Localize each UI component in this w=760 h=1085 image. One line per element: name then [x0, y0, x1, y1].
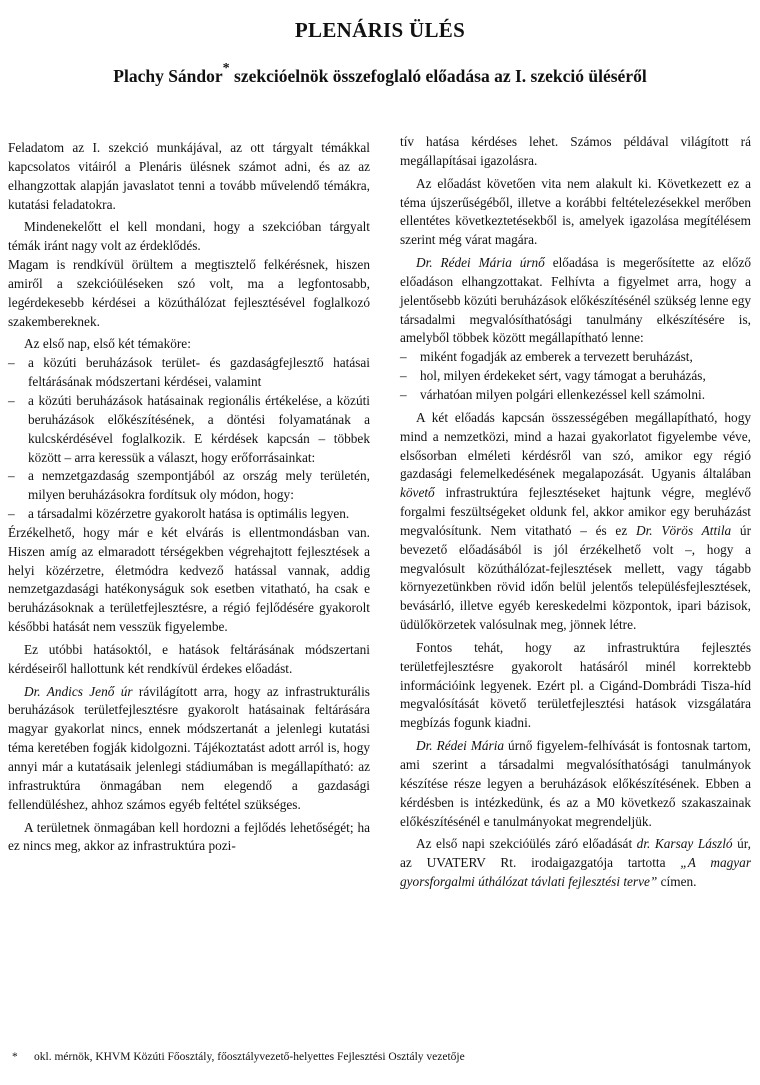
paragraph-text: Az első napi szekcióülés záró előadását: [416, 836, 637, 852]
page-title: PLENÁRIS ÜLÉS: [294, 18, 466, 42]
lecture-title: „A magyar gyorsforgalmi úthálózat távlati fejlesztési terve”: [400, 855, 751, 890]
speaker-name: Dr. Rédei Mária: [416, 738, 505, 754]
paragraph: [400, 254, 751, 348]
subtitle-text: szekcióelnök összefoglaló előadása az I. szekció üléséről: [229, 65, 647, 86]
list-item-text: várhatóan milyen polgári ellenkezéssel kell számolni.: [420, 386, 706, 402]
dash-bullet: –: [400, 368, 407, 384]
list-item: [8, 354, 370, 392]
paragraph: Ez utóbbi hatásoktól, e hatások feltárásának módszertani kérdéseiről hallottunk két rendkívül érdekes előadást.: [8, 641, 370, 676]
paragraph: A területnek önmagában kell hordozni a fejlődés lehetőségét; ha ez nincs meg, akkor az infrastruktúra pozi-: [8, 819, 370, 854]
paragraph: Az első nap, első két témaköre:: [24, 336, 191, 352]
paragraph-text: címen.: [657, 874, 697, 890]
paragraph: Feladatom az I. szekció munkájával, az ott tárgyalt témákkal kapcsolatos vitáiról a Plenáris ülésnek számot adni, és az az elhangzottak alapján javaslatot tenni a tovább művelendő témákra, kutatási feladatokra.: [8, 140, 370, 212]
paragraph-text: előadása is megerősítette az előző előadáson elhangzottakat. Felhívta a figyelmet arra, hogy a jelentősebb közúti beruházások előkészítésénél szükség lenne egy társadalmi megvalósíthatósági tanulmány elkészítésére is, amelyből többek között megállapítható lenne:: [400, 255, 751, 346]
list-item: [400, 348, 751, 367]
dash-bullet: –: [8, 468, 15, 484]
list-item-text: a nemzetgazdaság szempontjából az ország mely területén, milyen beruházásokra fordítsuk oly módon, hogy:: [28, 468, 370, 503]
list-item-text: a közúti beruházások terület- és gazdaságfejlesztő hatásai feltárásának módszertani kérdései, valamint: [28, 355, 370, 390]
left-column: [8, 139, 370, 856]
speaker-name: Dr. Andics Jenő úr: [24, 683, 133, 699]
paragraph: Az előadást követően vita nem alakult ki. Következett ez a téma újszerűségéből, illetve a korábbi feltételezésekkel merőben ellentétes következtetésekből is, amelyek igazolása megítélésem szerint még várat magára.: [400, 175, 751, 248]
emphasis-text: követő: [400, 485, 435, 501]
footnote-text: okl. mérnök, KHVM Közúti Főosztály, főosztályvezető-helyettes Fejlesztési Osztály vezetője: [34, 1051, 465, 1063]
list-item: [400, 367, 751, 386]
paragraph: Érzékelhető, hogy már e két elvárás is ellentmondásban van. Hiszen amíg az elmaradott térségekben végrehajtott fejlesztések a helyi közérzetre, életmódra kedvező hatással vannak, addig nemzetgazdasági hatékonyságuk sok esetben vitatható, ha csak e beruházásoknak a területfejlesztésre, a régió fejlődésére gyakorolt későbbi hatását nem vesszük figyelembe.: [8, 524, 370, 635]
paragraph-text: úr bevezető előadásából is jól érzékelhető volt –, hogy a megvalósult közúthálózat-fejlesztések mellett, vagy tágabb környezetünkben rövid időn belül jelentős településfejlesztések, bevásárló, illetve egyéb kereskedelmi központok, ipari bázisok, üdülőkörzetek valósulnak meg, jönnek létre.: [400, 522, 752, 633]
dash-bullet: –: [8, 392, 15, 408]
footnote-marker: *: [222, 61, 230, 76]
footnote: [12, 1051, 752, 1063]
dash-bullet: –: [8, 506, 15, 522]
author-name: Plachy Sándor: [113, 65, 223, 86]
paragraph: Fontos tehát, hogy az infrastruktúra fejlesztés területfejlesztésre gyakorolt hatásáról minél korrektebb információink legyenek. Ezért pl. a Cigánd-Dombrádi Tisza-híd megvalósítását követő területfejlesztési hatások vizsgálatára megbízás fogunk kiadni.: [400, 639, 751, 731]
dash-bullet: –: [400, 349, 407, 365]
list-item-text: a társadalmi közérzetre gyakorolt hatása is optimális legyen.: [28, 506, 350, 522]
dash-bullet: –: [8, 355, 15, 371]
paragraph: Magam is rendkívül örültem a megtisztelő felkérésnek, hiszen amiről a szekcióüléseken szó volt, ma a legfontosabb, legérdekesebb kérdései a közúthálózat fejlesztésével foglalkozó szakembereknek.: [8, 257, 370, 329]
dash-bullet: –: [400, 386, 407, 402]
list-item: [8, 392, 370, 467]
paragraph: [8, 683, 370, 815]
paragraph-text: úr, az UVATERV Rt. irodaigazgatója tartotta: [400, 836, 751, 871]
paragraph-text: rávilágított arra, hogy az infrastrukturális beruházások területfejlesztésre gyakorolt hatásainak feltárására magyar gyakorlat nincs, ennek módszertanát a jelenlegi kutatási téma keretében fogják kidolgozni. Tájékoztatást adott arról is, hogy annyi már a kutatásaik jelenlegi stádiumában is megállapítható: az infrastruktúra önmagában nem elegendő a gazdasági fellendüléshez, ahhoz számos egyéb feltétel szükséges.: [8, 683, 370, 812]
list-item: [8, 505, 370, 524]
paragraph-text: úrnő figyelem-felhívását is fontosnak tartom, ami szerint a társadalmi megvalósíthatósági tanulmányok készítése része legyen a beruházások előkészítésének. Ebben a kérdésben is intézkedünk, és az a M0 következő szakaszainak előkészítésénél e tanulmányokat megrendeljük.: [400, 738, 751, 829]
page-subtitle: [0, 61, 760, 87]
right-column: [400, 133, 751, 892]
list-item: [8, 467, 370, 505]
paragraph-text: A két előadás kapcsán összességében megállapítható, hogy mind a nemzetközi, mind a hazai gyakorlatot figyelembe véve, elsősorban elméleti kérdésről van szó, amikor egy régió gazdasági felemelkedésének megalapozását. Ugyanis általában: [400, 409, 751, 482]
speaker-name: Dr. Vörös Attila: [635, 522, 732, 538]
speaker-name: Dr. Rédei Mária úrnő: [416, 255, 545, 271]
list-item-text: miként fogadják az emberek a tervezett beruházást,: [420, 349, 693, 365]
list-item: [400, 386, 751, 405]
paragraph: [400, 409, 751, 635]
paragraph-text: infrastruktúra fejlesztéseket hajtunk végre, meglévő forgalmi feszültségeket oldunk fel, akkor amikor egy beruházást megvalósítunk. Nem vitatható – és ez: [400, 485, 751, 538]
list-item-text: a közúti beruházások hatásainak regionális értékelése, a közúti beruházások előkészítésének, a döntési folyamatának a kulcskérdésével foglalkozik. E kérdések kapcsán – többek között – arra keressük a választ, hogy erőforrásainkat:: [28, 392, 370, 465]
paragraph: tív hatása kérdéses lehet. Számos példával világított rá megállapításai igazolásra.: [400, 134, 751, 168]
paragraph: Mindenekelőtt el kell mondani, hogy a szekcióban tárgyalt témák iránt nagy volt az érdeklődés.: [8, 219, 370, 254]
paragraph: [400, 737, 751, 831]
list-item-text: hol, milyen érdekeket sért, vagy támogat a beruházás,: [420, 368, 706, 384]
speaker-name: dr. Karsay László: [636, 836, 733, 852]
footnote-marker: *: [12, 1051, 18, 1063]
paragraph: [400, 835, 751, 892]
